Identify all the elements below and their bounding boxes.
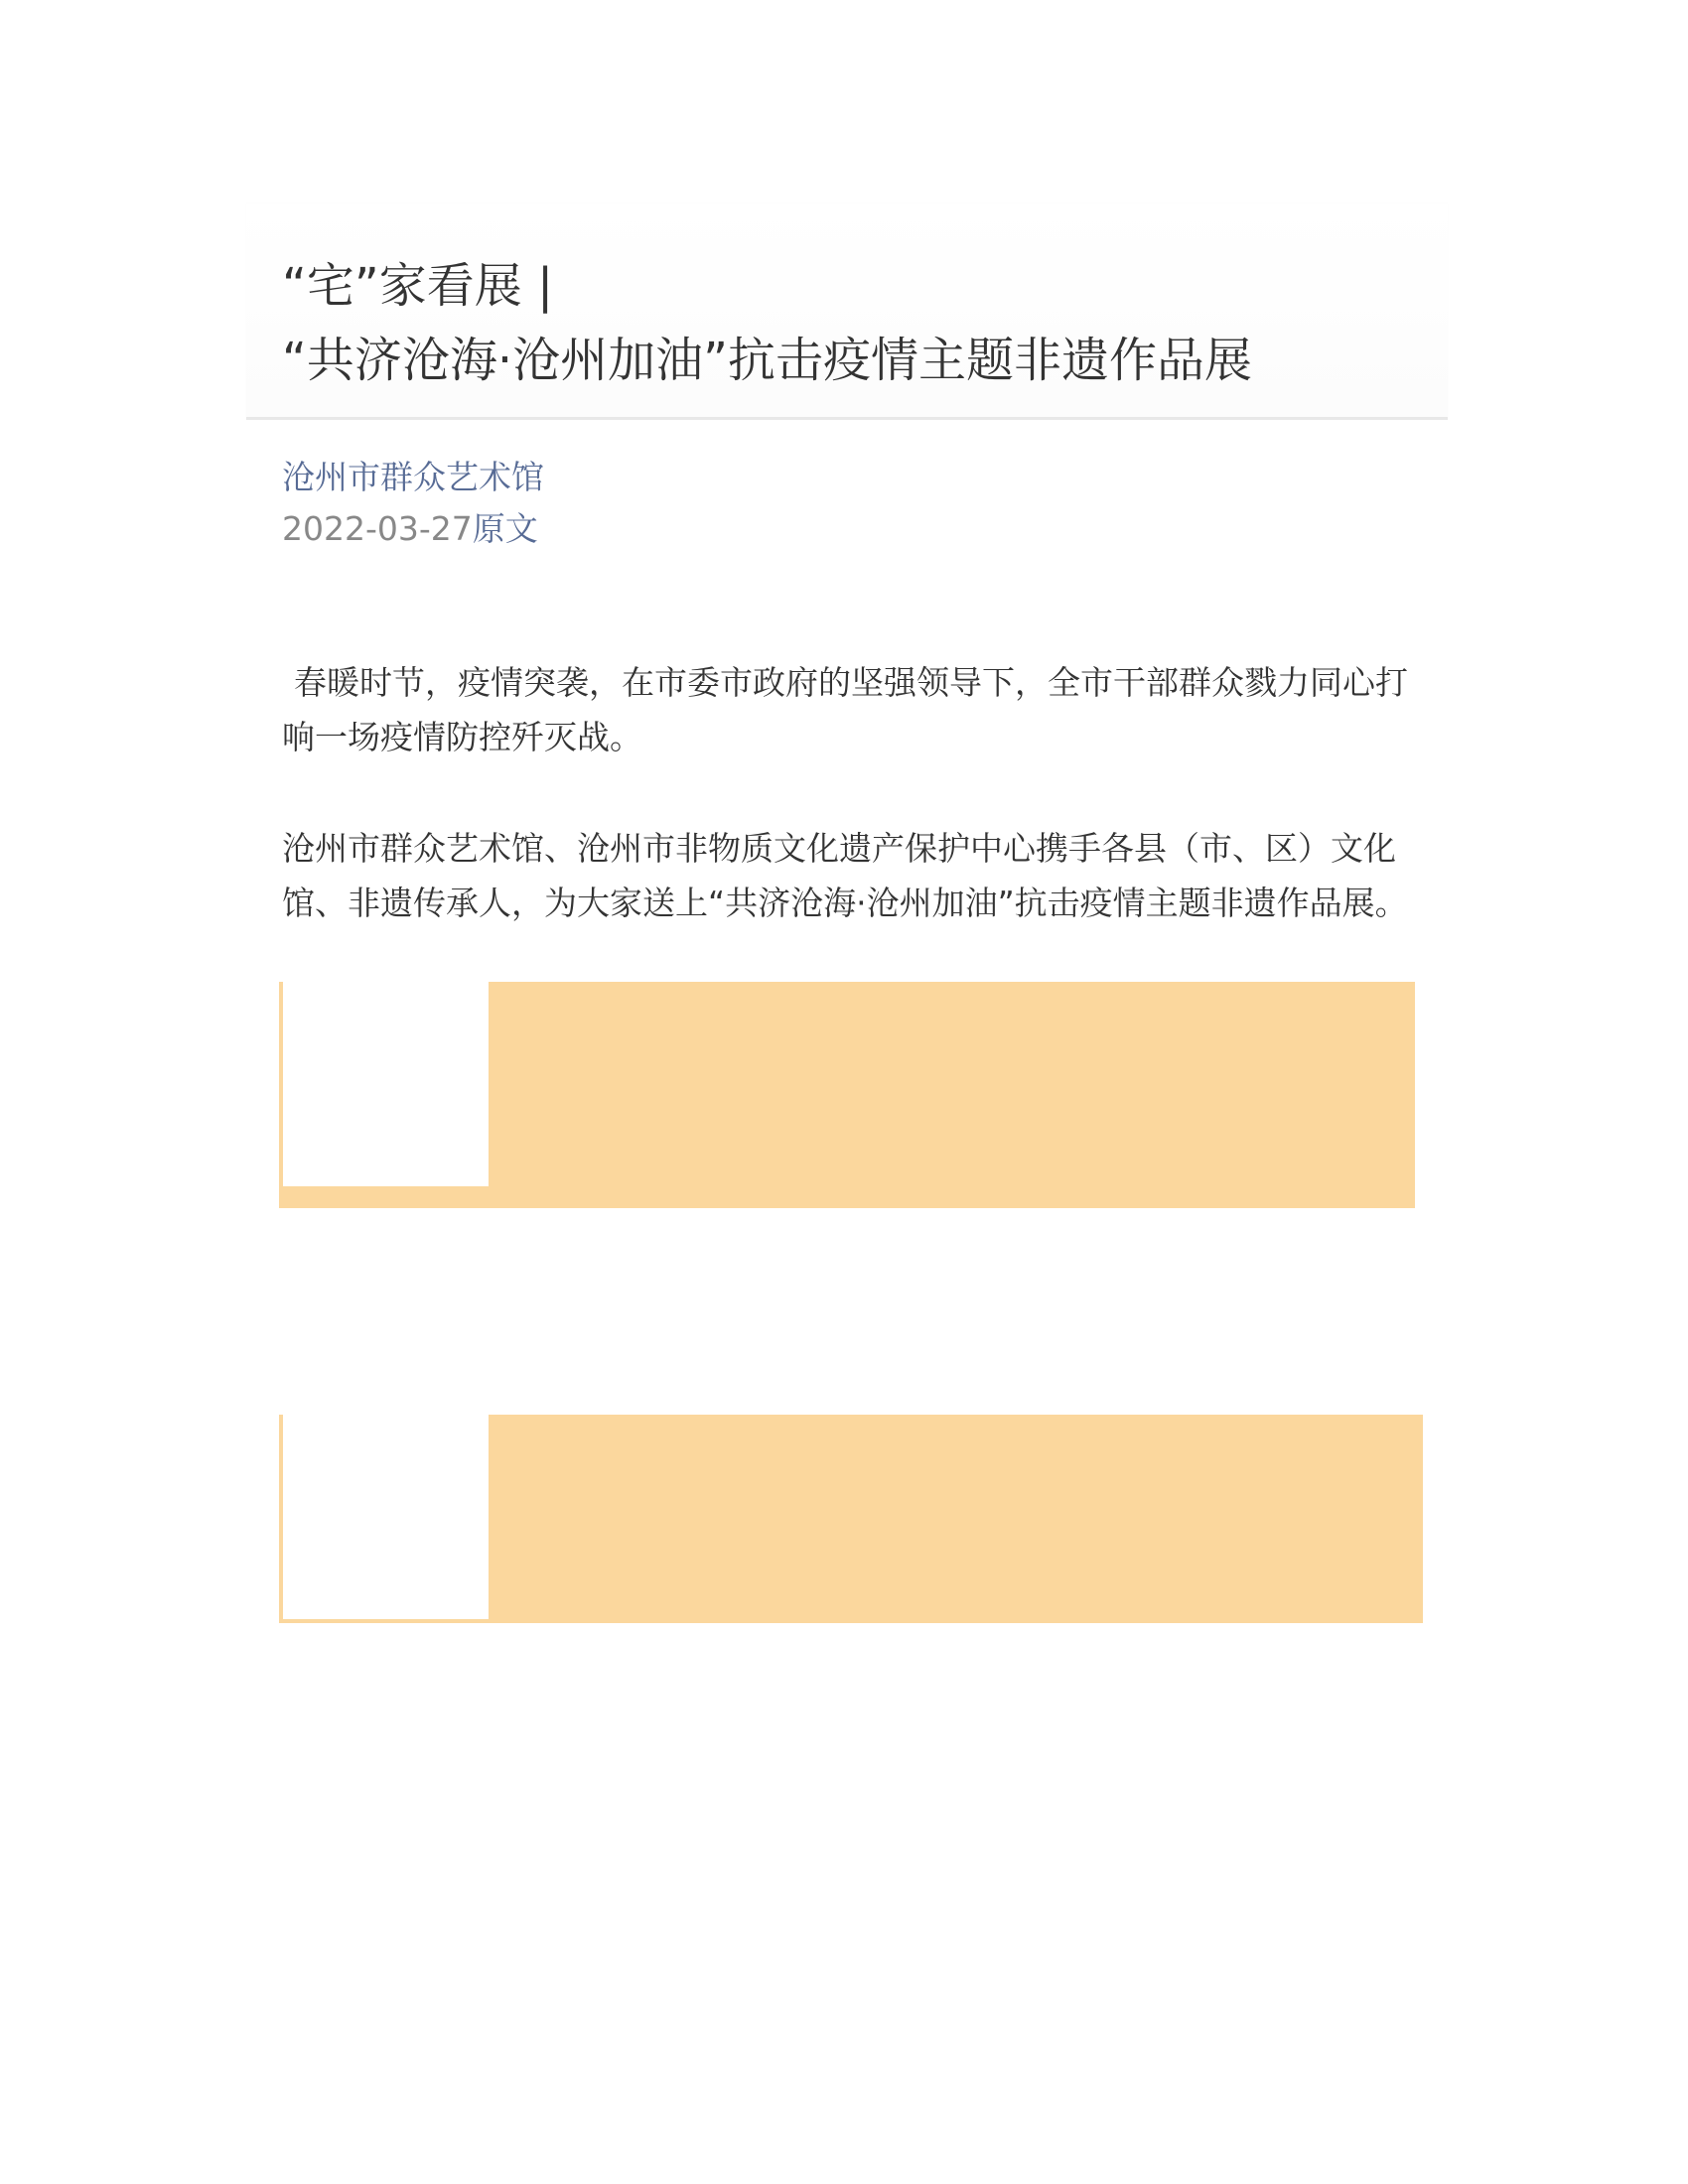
image-banner-2 [279, 1415, 1423, 1623]
image-placeholder [283, 982, 489, 1186]
paragraph-exhibition: 沧州市群众艺术馆、沧州市非物质文化遗产保护中心携手各县（市、区）文化馆、非遗传承人，为大家送上“共济沧海·沧州加油”抗击疫情主题非遗作品展。 [282, 829, 1408, 922]
paragraph-intro: 春暖时节，疫情突袭，在市委市政府的坚强领导下，全市干部群众戮力同心打响一场疫情防控歼灭战。 [282, 663, 1408, 756]
article-title-line-1: “宅”家看展 | [282, 258, 554, 314]
publish-date: 2022-03-27 [282, 509, 473, 548]
image-banner-1 [279, 982, 1415, 1208]
image-placeholder [283, 1415, 489, 1619]
author-link[interactable]: 沧州市群众艺术馆 [282, 458, 544, 496]
original-article-link[interactable]: 原文 [472, 509, 538, 548]
article-meta [282, 506, 538, 552]
article-title-box [246, 204, 1448, 420]
article-title-line-2: “共济沧海·沧州加油”抗击疫情主题非遗作品展 [282, 333, 1252, 388]
